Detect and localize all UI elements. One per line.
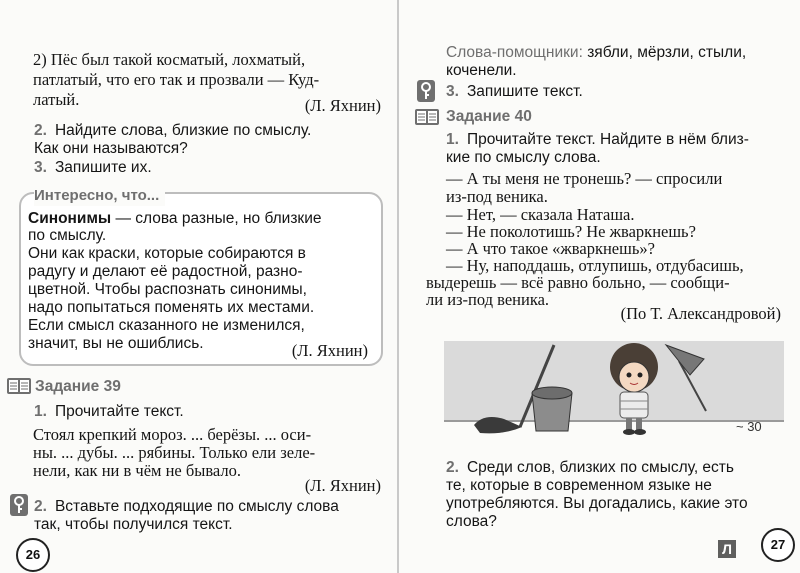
task-39-question-2 bbox=[34, 497, 339, 517]
key-icon bbox=[417, 80, 435, 102]
dialog-line-3: — Нет, — сказала Наташа. bbox=[446, 205, 635, 224]
info-box-author: (Л. Яхнин) bbox=[291, 341, 368, 360]
task-39-q2-line-2: так, чтобы получился текст. bbox=[34, 516, 233, 533]
book-icon bbox=[6, 377, 32, 395]
dialog-line-8: ли из-под веника. bbox=[426, 290, 550, 309]
task-40-question-1 bbox=[446, 130, 749, 150]
key-icon bbox=[10, 494, 28, 516]
task-39-q1-text: Прочитайте текст. bbox=[54, 403, 184, 420]
question-3-number: 3. bbox=[34, 159, 47, 176]
helper-words-label: Слова-помощники: bbox=[446, 44, 583, 61]
synonyms-definition: — слова разные, но близкие bbox=[115, 210, 322, 227]
info-box-line-5: цветной. Чтобы распознать синонимы, bbox=[28, 281, 307, 298]
dialog-author: (По Т. Александровой) bbox=[620, 304, 781, 323]
info-box-line-3: Они как краски, которые собираются в bbox=[28, 245, 306, 262]
poem-line-2: патлатый, что его так и прозвали — Куд- bbox=[33, 70, 320, 89]
info-box-line-2: по смыслу. bbox=[28, 227, 107, 244]
task-40-q2-line-3: употребляются. Вы догадались, какие это bbox=[446, 495, 748, 512]
watermark bbox=[718, 538, 740, 559]
dialog-line-2: из-под веника. bbox=[446, 187, 548, 206]
task-39-text-line-1: Стоял крепкий мороз. ... берёзы. ... оси- bbox=[33, 425, 312, 444]
question-2-line-1: Найдите слова, близкие по смыслу. bbox=[54, 122, 312, 139]
task-39-text-line-3: нели, как ни в чём не бывало. bbox=[33, 461, 241, 480]
book-icon bbox=[414, 108, 440, 126]
task-39-author: (Л. Яхнин) bbox=[304, 476, 381, 495]
question-3-right bbox=[446, 82, 583, 102]
task-40-q2-line-2: те, которые в современном языке не bbox=[446, 477, 712, 494]
task-39-text-line-2: ны. ... дубы. ... рябины. Только ели зеле- bbox=[33, 443, 316, 462]
task-39-q1-number: 1. bbox=[34, 403, 47, 420]
right-page bbox=[399, 0, 800, 573]
task-39-question-1 bbox=[34, 402, 184, 422]
info-box-title: Интересно, что... bbox=[34, 186, 165, 206]
dialog-line-1: — А ты меня не тронешь? — спросили bbox=[446, 169, 723, 188]
helper-words-line-2: коченели. bbox=[446, 62, 517, 79]
task-40-title: Задание 40 bbox=[446, 108, 532, 125]
illustration-girl-broom bbox=[444, 335, 784, 443]
task-39-q2-number: 2. bbox=[34, 498, 47, 515]
info-box-line-6: надо попытаться поменять их местами. bbox=[28, 299, 315, 316]
dialog-line-5: — А что такое «жваркнешь»? bbox=[446, 239, 655, 258]
left-page bbox=[0, 0, 399, 573]
page-number-left: 26 bbox=[16, 538, 50, 572]
task-40-question-2 bbox=[446, 458, 734, 478]
task-40-q2-number: 2. bbox=[446, 459, 459, 476]
question-2-number: 2. bbox=[34, 122, 47, 139]
info-box-line-7: Если смысл сказанного не изменился, bbox=[28, 317, 305, 334]
synonyms-term: Синонимы bbox=[28, 210, 112, 227]
task-39-q2-line-1: Вставьте подходящие по смыслу слова bbox=[54, 498, 339, 515]
info-box-line-8: значит, вы не ошиблись. bbox=[28, 335, 204, 352]
info-box-line-4: радугу и делают её радостной, разно- bbox=[28, 263, 303, 280]
dialog-line-4: — Не поколотишь? Не жваркнешь? bbox=[446, 222, 696, 241]
poem-line-1: 2) Пёс был такой косматый, лохматый, bbox=[33, 50, 306, 69]
question-3 bbox=[34, 158, 152, 178]
question-3-text: Запишите их. bbox=[54, 159, 152, 176]
watermark-logo: Л bbox=[718, 540, 736, 558]
task-39-title: Задание 39 bbox=[35, 378, 121, 395]
question-2-line-2: Как они называются? bbox=[34, 140, 188, 157]
question-2 bbox=[34, 121, 311, 141]
question-3-right-number: 3. bbox=[446, 83, 459, 100]
task-40-q2-line-1: Среди слов, близких по смыслу, есть bbox=[466, 459, 734, 476]
task-40-q1-number: 1. bbox=[446, 131, 459, 148]
dialog-line-7: выдерешь — всё равно больно, — сообщи- bbox=[426, 273, 730, 292]
task-40-q1-line-1: Прочитайте текст. Найдите в нём близ- bbox=[466, 131, 749, 148]
helper-words-line-1 bbox=[446, 43, 746, 63]
page-number-right: 27 bbox=[761, 528, 795, 562]
poem-line-3: латый. bbox=[33, 90, 80, 109]
dialog-line-6: — Ну, наподдашь, отлупишь, отдубасишь, bbox=[446, 256, 744, 275]
svg-text:~ 30: ~ 30 bbox=[736, 419, 762, 434]
question-3-right-text: Запишите текст. bbox=[466, 83, 583, 100]
task-40-q2-line-4: слова? bbox=[446, 513, 497, 530]
helper-words: зябли, мёрзли, стыли, bbox=[587, 44, 747, 61]
task-40-q1-line-2: кие по смыслу слова. bbox=[446, 149, 601, 166]
poem-author: (Л. Яхнин) bbox=[304, 96, 381, 115]
